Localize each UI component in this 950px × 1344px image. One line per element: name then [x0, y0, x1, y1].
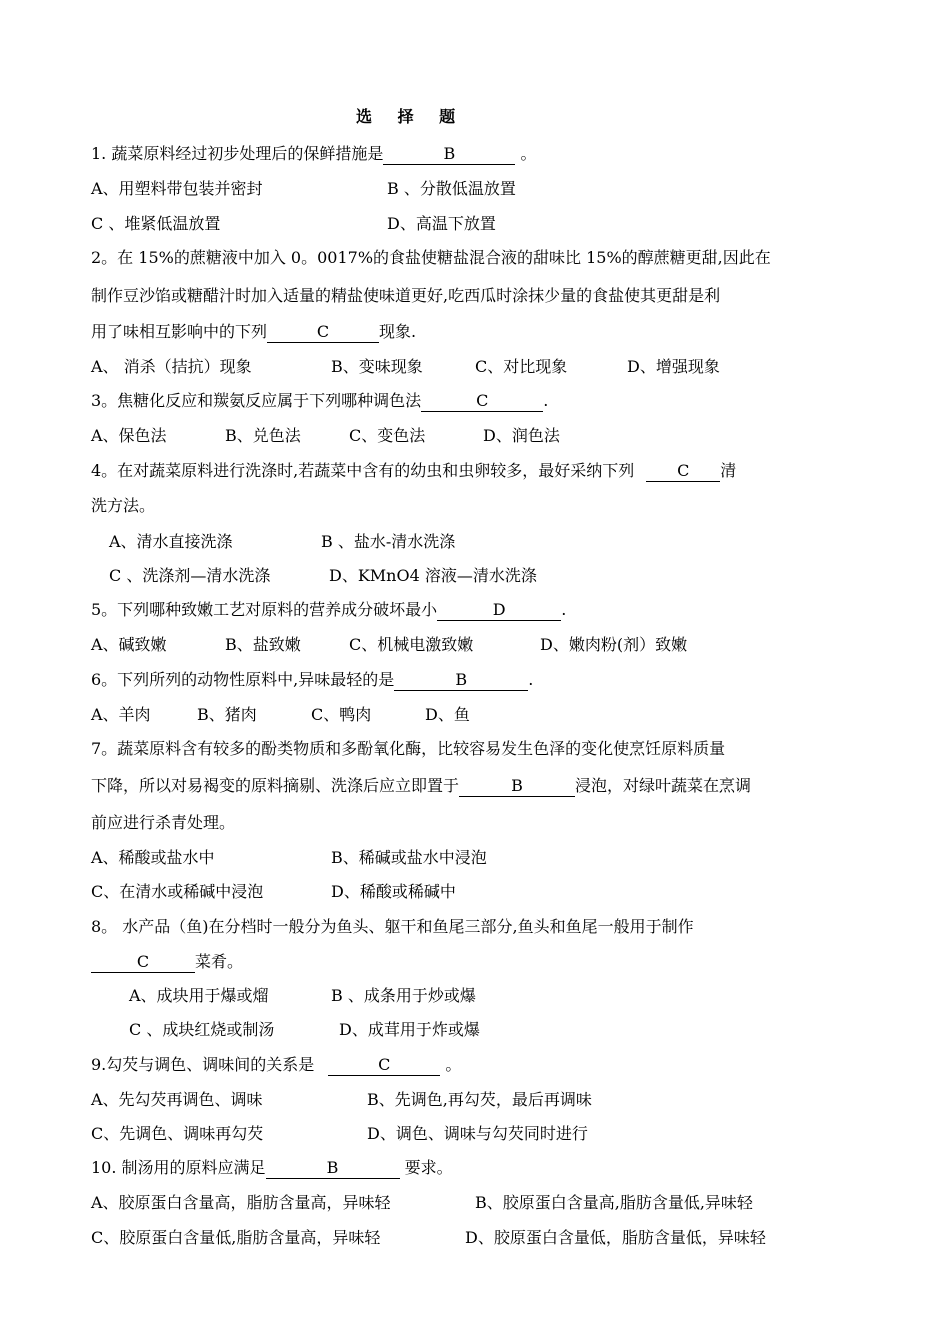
option-b: B、先调色,再勾芡，最后再调味	[367, 1090, 592, 1109]
option-d: D、成茸用于炸或爆	[339, 1020, 480, 1039]
question-9-tail: 。	[440, 1055, 462, 1074]
option-c: C、变色法	[349, 426, 426, 445]
option-a: A、清水直接洗涤	[109, 532, 233, 551]
question-10-text: 10. 制汤用的原料应满足	[91, 1158, 266, 1177]
answer-blank: C	[91, 952, 195, 973]
answer-blank: B	[459, 776, 575, 797]
option-b: B 、盐水-清水洗涤	[321, 532, 456, 551]
question-4-text: 4。在对蔬菜原料进行洗涤时,若蔬菜中含有的幼虫和虫卵较多，最好采纳下列	[91, 461, 635, 480]
option-d: D、高温下放置	[387, 214, 496, 233]
question-6-tail: .	[528, 670, 534, 689]
option-c: C、鸭肉	[311, 705, 372, 724]
option-c: C 、成块红烧或制汤	[129, 1020, 275, 1039]
question-5-text: 5。下列哪种致嫩工艺对原料的营养成分破坏最小	[91, 600, 438, 619]
option-c: C、对比现象	[475, 357, 568, 376]
option-d: D、嫩肉粉(剂）致嫩	[540, 635, 688, 654]
question-7-line-1: 7。蔬菜原料含有较多的酚类物质和多酚氧化酶，比较容易发生色泽的变化使烹饪原料质量	[91, 739, 726, 758]
option-a: A、保色法	[91, 426, 167, 445]
question-4-tail: 清	[720, 461, 737, 480]
question-6-text: 6。下列所列的动物性原料中,异味最轻的是	[91, 670, 395, 689]
option-b: B 、成条用于炒或爆	[331, 986, 476, 1005]
option-c: C、先调色、调味再勾芡	[91, 1124, 264, 1143]
option-c: C、机械电激致嫩	[349, 635, 474, 654]
question-10	[91, 1156, 453, 1180]
answer-blank: B	[383, 144, 515, 165]
option-a: A、 消杀（拮抗）现象	[91, 357, 252, 376]
question-7-tail: 浸泡，对绿叶蔬菜在烹调	[575, 776, 752, 795]
option-c: C、胶原蛋白含量低,脂肪含量高，异味轻	[91, 1228, 381, 1247]
option-a: A、胶原蛋白含量高，脂肪含量高，异味轻	[91, 1193, 391, 1212]
option-a: A、稀酸或盐水中	[91, 848, 215, 867]
option-d: D、鱼	[425, 705, 470, 724]
question-8-line-2	[91, 950, 243, 974]
question-1-tail: 。	[515, 144, 537, 163]
option-b: B、猪肉	[197, 705, 257, 724]
option-a: A、羊肉	[91, 705, 151, 724]
question-7-line-2	[91, 774, 751, 798]
question-2-line-1: 2。在 15%的蔗糖液中加入 0。0017%的食盐使糖盐混合液的甜味比 15%的醇蔗糖更甜,因此在	[91, 248, 771, 267]
answer-blank: C	[328, 1055, 440, 1076]
answer-blank: B	[394, 670, 528, 691]
answer-blank: D	[437, 600, 561, 621]
option-b: B、变味现象	[331, 357, 423, 376]
question-4-line-1	[91, 459, 736, 483]
option-b: B、稀碱或盐水中浸泡	[331, 848, 487, 867]
answer-blank: C	[267, 322, 379, 343]
option-d: D、稀酸或稀碱中	[331, 882, 456, 901]
question-3-text: 3。焦糖化反应和羰氨反应属于下列哪种调色法	[91, 391, 422, 410]
option-a: A、成块用于爆或熘	[129, 986, 269, 1005]
question-1-text: 1. 蔬菜原料经过初步处理后的保鲜措施是	[91, 144, 384, 163]
option-b: B、胶原蛋白含量高,脂肪含量低,异味轻	[475, 1193, 753, 1212]
answer-blank: C	[421, 391, 543, 412]
option-c: C、在清水或稀碱中浸泡	[91, 882, 264, 901]
question-2-text: 用了味相互影响中的下列	[91, 322, 268, 341]
question-10-tail: 要求。	[399, 1158, 453, 1177]
option-a: A、用塑料带包装并密封	[91, 179, 263, 198]
option-d: D、增强现象	[627, 357, 720, 376]
option-c: C 、洗涤剂—清水洗涤	[109, 566, 271, 585]
question-6	[91, 668, 533, 692]
question-1	[91, 142, 536, 166]
question-3	[91, 389, 548, 413]
question-9	[91, 1053, 461, 1077]
option-d: D、润色法	[483, 426, 560, 445]
question-9-text: 9.勾芡与调色、调味间的关系是	[91, 1055, 315, 1074]
option-d: D、调色、调味与勾芡同时进行	[367, 1124, 588, 1143]
option-a: A、碱致嫩	[91, 635, 167, 654]
question-2-line-3	[91, 320, 416, 344]
question-3-tail: .	[543, 391, 549, 410]
question-8-line-1: 8。 水产品（鱼)在分档时一般分为鱼头、躯干和鱼尾三部分,鱼头和鱼尾一般用于制作	[91, 917, 694, 936]
option-d: D、胶原蛋白含量低，脂肪含量低，异味轻	[465, 1228, 766, 1247]
option-c: C 、堆紧低温放置	[91, 214, 221, 233]
question-2-tail: 现象.	[379, 322, 417, 341]
answer-blank: C	[646, 461, 720, 482]
question-8-tail: 菜肴。	[195, 952, 244, 971]
question-2-line-2: 制作豆沙馅或糖醋汁时加入适量的精盐使味道更好,吃西瓜时涂抹少量的食盐使其更甜是利	[91, 286, 721, 305]
question-7-line-3: 前应进行杀青处理。	[91, 813, 236, 832]
option-b: B、兑色法	[225, 426, 301, 445]
question-4-line-2: 洗方法。	[91, 496, 156, 515]
question-7-text: 下降，所以对易褐变的原料摘剔、洗涤后应立即置于	[91, 776, 460, 795]
option-d: D、KMnO4 溶液—清水洗涤	[329, 566, 537, 585]
option-b: B、盐致嫩	[225, 635, 301, 654]
question-5	[91, 598, 566, 622]
answer-blank: B	[266, 1158, 400, 1179]
option-b: B 、分散低温放置	[387, 179, 516, 198]
page-title: 选 择 题	[356, 107, 466, 126]
question-5-tail: .	[561, 600, 567, 619]
option-a: A、先勾芡再调色、调味	[91, 1090, 263, 1109]
